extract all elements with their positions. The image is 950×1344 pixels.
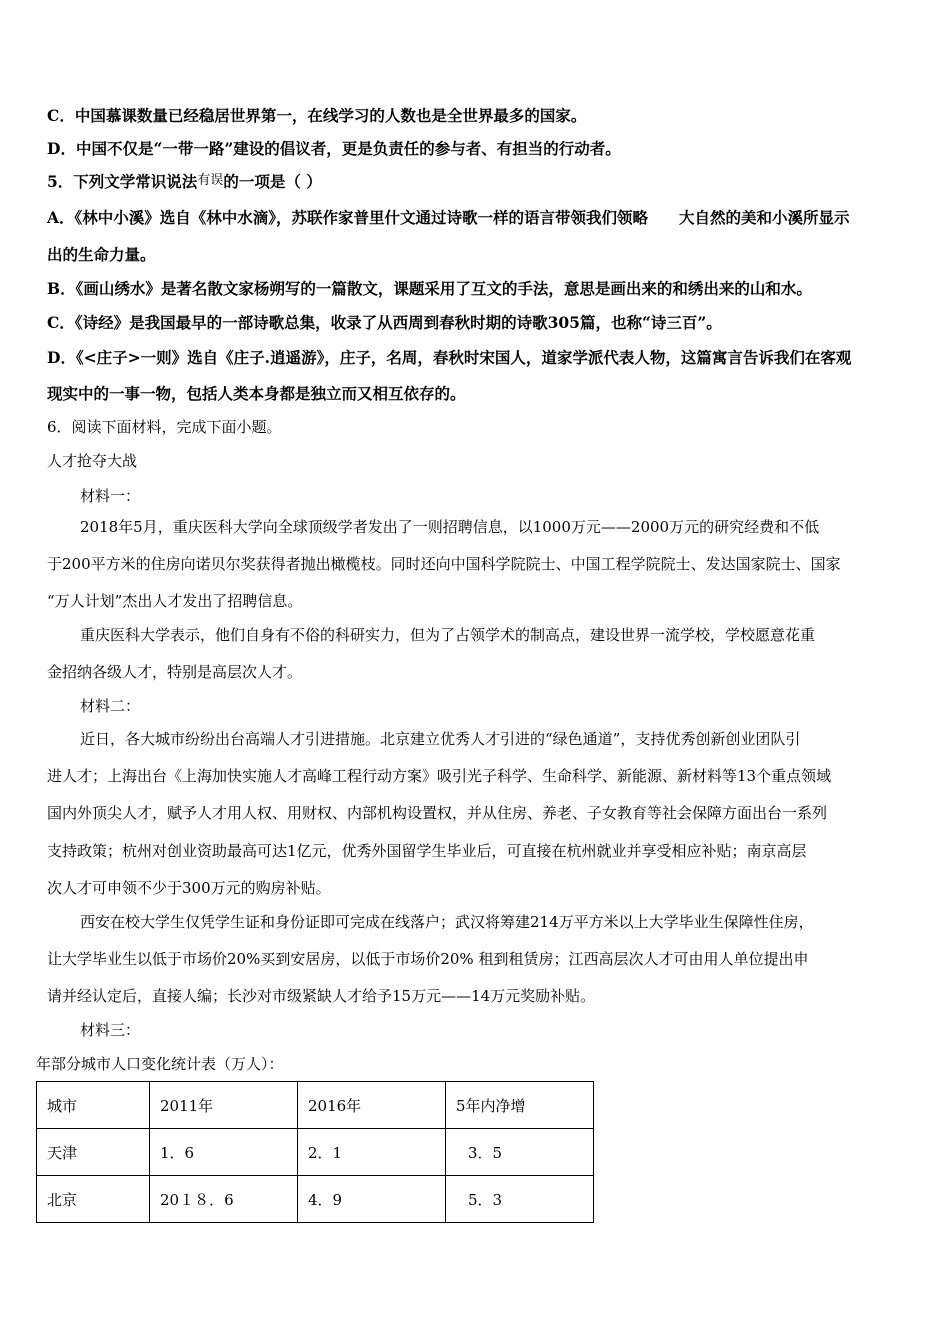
m1-p1-line1: 2018年5月，重庆医科大学向全球顶级学者发出了一则招聘信息，以1000万元——2000万元的研究经费和不低 <box>80 518 820 536</box>
table-row <box>37 1176 594 1223</box>
q5-option-a-line2: 出的生命力量。 <box>47 245 156 264</box>
table-row <box>37 1129 594 1176</box>
material1-label: 材料一： <box>80 487 141 505</box>
table-cell: 2．1 <box>298 1129 446 1176</box>
table-header-cell: 城市 <box>37 1082 150 1129</box>
m1-p1-line3: “万人计划”杰出人才发出了招聘信息。 <box>47 592 303 610</box>
m2-p1-line1: 近日，各大城市纷纷出台高端人才引进措施。北京建立优秀人才引进的“绿色通道”，支持优秀创新创业团队引 <box>80 730 801 748</box>
table-caption: 年部分城市人口变化统计表（万人）： <box>36 1055 284 1073</box>
q6-stem: 6．阅读下面材料，完成下面小题。 <box>47 418 282 436</box>
population-table <box>36 1081 594 1223</box>
q4-option-d: D．中国不仅是“一带一路”建设的倡议者，更是负责任的参与者、有担当的行动者。 <box>47 139 621 158</box>
table-header-row <box>37 1082 594 1129</box>
m2-p1-line2: 进人才；上海出台《上海加快实施人才高峰工程行动方案》吸引光子科学、生命科学、新能源、新材料等13个重点领域 <box>47 767 832 785</box>
material2-label: 材料二： <box>80 697 141 715</box>
q5-stem <box>47 170 322 192</box>
table-cell: 3．5 <box>446 1129 594 1176</box>
q5-option-d-line1: D．《<庄子>一则》选自《庄子.逍遥游》，庄子，名周，春秋时宋国人，道家学派代表人物，这篇寓言告诉我们在客观 <box>47 348 852 367</box>
table-header-cell: 2016年 <box>298 1082 446 1129</box>
table-cell: 1．6 <box>150 1129 298 1176</box>
m2-p2-line2: 让大学毕业生以低于市场价20%买到安居房，以低于市场价20% 租到租赁房；江西高层次人才可由用人单位提出申 <box>47 950 809 968</box>
q5-option-d-line2: 现实中的一事一物，包括人类本身都是独立而又相互依存的。 <box>47 384 466 403</box>
q4-option-c: C．中国慕课数量已经稳居世界第一，在线学习的人数也是全世界最多的国家。 <box>47 106 587 125</box>
m1-p1-line2: 于200平方米的住房向诺贝尔奖获得者抛出橄榄枝。同时还向中国科学院院士、中国工程学院院士、发达国家院士、国家 <box>47 555 841 573</box>
table-cell: 4．9 <box>298 1176 446 1223</box>
table-cell: 北京 <box>37 1176 150 1223</box>
table-header-cell: 5年内净增 <box>446 1082 594 1129</box>
m2-p1-line5: 次人才可申领不少于300万元的购房补贴。 <box>47 879 331 897</box>
article-title: 人才抢夺大战 <box>47 452 138 470</box>
m2-p2-line3: 请并经认定后，直接人编；长沙对市级紧缺人才给予15万元——14万元奖励补贴。 <box>47 987 596 1005</box>
table-cell: 天津 <box>37 1129 150 1176</box>
m1-p2-line2: 金招纳各级人才，特别是高层次人才。 <box>47 663 303 681</box>
material3-label: 材料三： <box>80 1021 141 1039</box>
table-header-cell: 2011年 <box>150 1082 298 1129</box>
q5-stem-part-b: 的一项是（ ） <box>223 172 322 191</box>
m2-p1-line3: 国内外顶尖人才，赋予人才用人权、用财权、内部机构设置权，并从住房、养老、子女教育等社会保障方面出台一系列 <box>47 804 828 822</box>
m2-p2-line1: 西安在校大学生仅凭学生证和身份证即可完成在线落户；武汉将筹建214万平方米以上大学毕业生保障性住房， <box>80 913 814 931</box>
q5-option-c: C．《诗经》是我国最早的一部诗歌总集，收录了从西周到春秋时期的诗歌305篇，也称“诗三百”。 <box>47 313 722 332</box>
table-cell: 5．3 <box>446 1176 594 1223</box>
table-cell: 20１８．6 <box>150 1176 298 1223</box>
q5-option-a-line1: A．《林中小溪》选自《林中水滴》，苏联作家普里什文通过诗歌一样的语言带领我们领略 大自然的美和小溪所显示 <box>47 208 850 227</box>
q5-option-b: B．《画山绣水》是著名散文家杨朔写的一篇散文，课题采用了互文的手法，意思是画出来的和绣出来的山和水。 <box>47 279 812 298</box>
q5-stem-part-a: 5．下列文学常识说法 <box>47 172 198 191</box>
m2-p1-line4: 支持政策；杭州对创业资助最高可达1亿元，优秀外国留学生毕业后，可直接在杭州就业并享受相应补贴；南京高层 <box>47 842 807 860</box>
m1-p2-line1: 重庆医科大学表示，他们自身有不俗的科研实力，但为了占领学术的制高点，建设世界一流学校，学校愿意花重 <box>80 626 816 644</box>
q5-stem-emphasis: 有误 <box>197 173 224 188</box>
